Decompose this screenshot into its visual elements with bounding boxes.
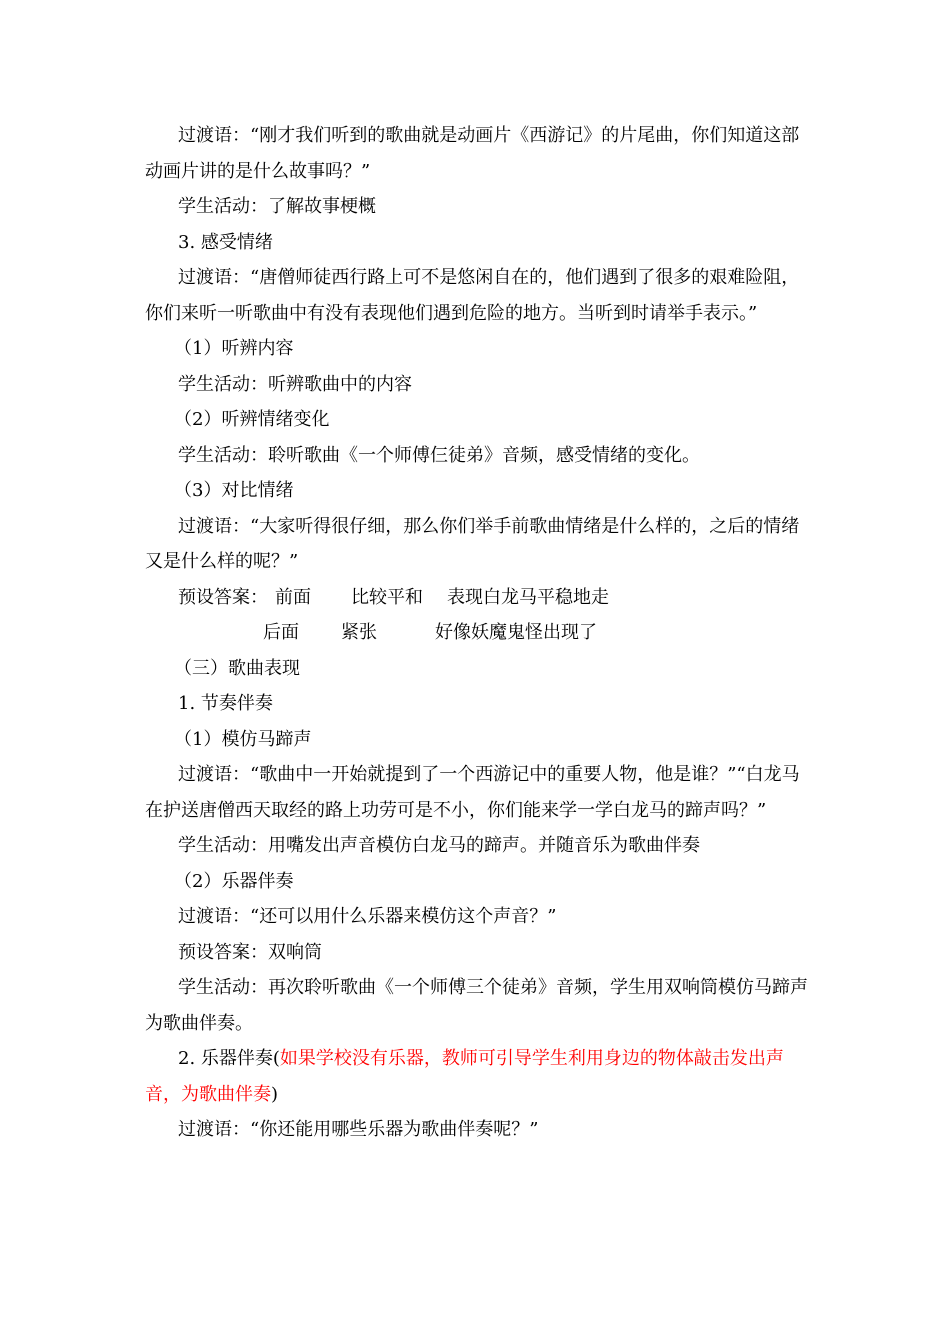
subheading-listen-emotion-change: （2）听辨情绪变化: [174, 409, 330, 430]
paragraph-transition-2: 过渡语：“唐僧师徒西行路上可不是悠闲自在的，他们遇到了很多的艰难险阻，你们来听一听歌曲中有没有表现他们遇到危险的地方。当听到时请举手表示。”: [145, 267, 800, 324]
subheading-compare-emotion: （3）对比情绪: [174, 480, 294, 501]
subheading-listen-content: （1）听辨内容: [174, 338, 294, 359]
paragraph-transition-4: 过渡语：“歌曲中一开始就提到了一个西游记中的重要人物，他是谁？”“白龙马在护送唐僧西天取经的路上功劳可是不小，你们能来学一学白龙马的蹄声吗？”: [145, 764, 800, 821]
answer-cell: 好像妖魔鬼怪出现了: [435, 622, 597, 643]
answer-cell: 比较平和: [351, 586, 423, 608]
heading-rhythm-accompaniment: 1. 节奏伴奏: [178, 693, 273, 714]
paragraph-transition-1: 过渡语：“刚才我们听到的歌曲就是动画片《西游记》的片尾曲，你们知道这部动画片讲的是什么故事吗？”: [145, 125, 800, 182]
paragraph-student-activity-5: 学生活动：再次聆听歌曲《一个师傅三个徒弟》音频，学生用双响筒模仿马蹄声为歌曲伴奏。: [145, 977, 808, 1034]
subheading-imitate-hoof: （1）模仿马蹄声: [174, 728, 312, 750]
document-body: [145, 118, 815, 1148]
preset-answer-label: 预设答案：: [178, 586, 268, 608]
paragraph-transition-6: 过渡语：“你还能用哪些乐器为歌曲伴奏呢？”: [178, 1119, 539, 1140]
answer-cell: 紧张: [341, 622, 377, 643]
answer-cell: 后面: [263, 622, 299, 643]
answer-cell: 前面: [275, 586, 311, 608]
preset-answer-row-2: [145, 615, 815, 651]
paragraph-transition-5: 过渡语：“还可以用什么乐器来模仿这个声音？”: [178, 906, 557, 927]
heading-text: 2. 乐器伴奏(: [178, 1048, 280, 1069]
paragraph-student-activity-4: 学生活动：用嘴发出声音模仿白龙马的蹄声。并随音乐为歌曲伴奏: [178, 835, 700, 856]
section-heading-song-performance: （三）歌曲表现: [174, 657, 300, 679]
subheading-instrument-accompaniment: （2）乐器伴奏: [174, 870, 294, 892]
red-note: 如果学校没有乐器，教师可引导学生利用身边的物体敲击发出声音，为歌曲伴奏: [145, 1048, 784, 1105]
preset-answer-row-1: [145, 580, 815, 616]
paragraph-preset-answer-2: 预设答案：双响筒: [178, 941, 322, 963]
heading-instrument-accompaniment-2: [145, 1041, 815, 1112]
paragraph-student-activity-2: 学生活动：听辨歌曲中的内容: [178, 373, 412, 395]
heading-feel-emotion: 3. 感受情绪: [178, 231, 273, 253]
heading-text-close: ): [271, 1083, 279, 1105]
paragraph-transition-3: 过渡语：“大家听得很仔细，那么你们举手前歌曲情绪是什么样的，之后的情绪又是什么样的呢？”: [145, 515, 800, 572]
paragraph-student-activity-3: 学生活动：聆听歌曲《一个师傅仨徒弟》音频，感受情绪的变化。: [178, 444, 700, 466]
answer-cell: 表现白龙马平稳地走: [447, 586, 609, 608]
paragraph-student-activity-1: 学生活动：了解故事梗概: [178, 196, 376, 217]
